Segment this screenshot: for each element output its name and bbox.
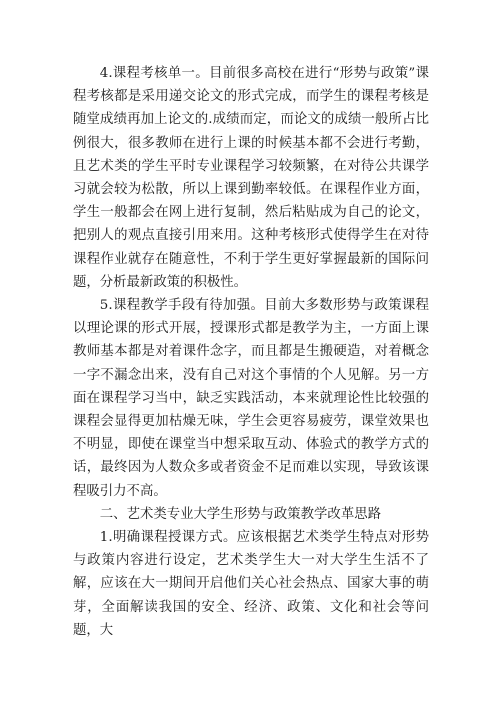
paragraph-teaching-methods: 5.课程教学手段有待加强。目前大多数形势与政策课程以理论课的形式开展，授课形式都是教学为主，一方面上课教师基本都是对着课件念字，而且都是生搬硬造，对着概念一字不漏念出来，没有自己对这个事情的个人见解。另一方面在课程学习当中，缺乏实践活动，本来就理论性比较强的课程会显得更加枯燥无味，学生会更容易疲劳，课堂效果也不明显，即使在课堂当中想采取互动、体验式的教学方式的话，最终因为人数众多或者资金不足而难以实现，导致该课程吸引力不高。 — [73, 298, 429, 499]
section-heading-reform-ideas: 二、艺术类专业大学生形势与政策教学改革思路 — [99, 506, 381, 522]
document-body — [73, 62, 429, 642]
paragraph-course-assessment: 4.课程考核单一。目前很多高校在进行“形势与政策”课程考核都是采用递交论文的形式完成，而学生的课程考核是随堂成绩再加上论文的.成绩而定，而论文的成绩一般所占比例很大，很多教师在进行上课的时候基本都不会进行考勤，且艺术类的学生平时专业课程学习较频繁，在对待公共课学习就会较为松散，所以上课到勤率较低。在课程作业方面，学生一般都会在网上进行复制，然后粘贴成为自己的论文，把别人的观点直接引用来用。这种考核形式使得学生在对待课程作业就存在随意性，不利于学生更好掌握最新的国际问题，分析最新政策的积极性。 — [73, 66, 429, 290]
paragraph-teaching-mode: 1.明确课程授课方式。应该根据艺术类学生特点对形势与政策内容进行设定，艺术类学生大一对大学生生活不了解，应该在大一期间开启他们关心社会热点、国家大事的萌芽，全面解读我国的安全、经济、政策、文化和社会等问题，大 — [73, 530, 429, 638]
